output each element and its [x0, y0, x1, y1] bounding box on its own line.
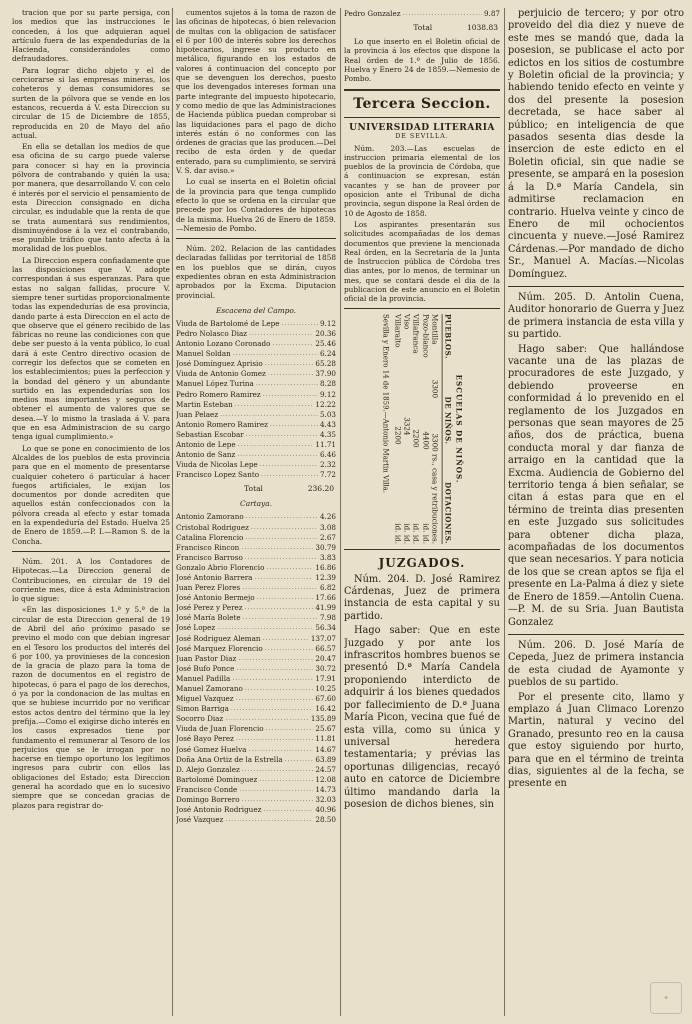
list-item [176, 612, 336, 622]
table-header: PUEBLOS. DE NIÑOS. DOTACIONES. [443, 313, 453, 544]
leader-dots [245, 602, 314, 612]
notice-201-continued [176, 8, 336, 233]
person-name: Sebastian Escobar [176, 429, 244, 439]
leader-dots [246, 429, 318, 439]
person-name: Miguel Vazquez [176, 694, 234, 704]
list-item [176, 764, 336, 774]
leader-dots [263, 389, 318, 399]
amount: 14.67 [315, 744, 336, 754]
amount: 20.47 [315, 653, 336, 663]
notice-note: Lo que inserto en el Boletin oficial de la provincia á los efectos que dispone la Real órden de 1.º de Julio de 1856. Huelva y Enero 24 de 1859.—Nemesio de Pombo. [344, 37, 500, 84]
amount: 8.28 [319, 379, 336, 389]
person-name: Domingo Borrero [176, 795, 240, 805]
leader-dots [265, 358, 314, 368]
amount: 6.46 [319, 450, 336, 460]
person-name: Manuel Padilla [176, 673, 231, 683]
amount: 12.08 [315, 774, 336, 784]
person-name: José Perez y Perez [176, 603, 243, 613]
amount: 10.25 [315, 684, 336, 693]
section-title: Tercera Seccion. [353, 95, 491, 112]
list-item [176, 774, 336, 784]
leader-dots [263, 633, 309, 643]
column-2 [176, 8, 336, 1018]
person-name: Catalina Florencio [176, 532, 244, 542]
amount: 16.42 [315, 704, 336, 714]
juzgados-title: JUZGADOS. [378, 555, 466, 570]
leader-dots [249, 328, 313, 338]
amount: 3.08 [319, 522, 336, 532]
notice-206 [508, 640, 684, 791]
column-1 [12, 8, 170, 1018]
leader-dots [254, 572, 313, 582]
person-name: Cristobal Rodriguez [176, 522, 249, 532]
table-cell: id. id. [421, 522, 431, 544]
leader-dots [245, 552, 318, 562]
table-row [393, 314, 402, 544]
amount: 4.43 [319, 419, 336, 429]
notice-202-intro: Núm. 202. Relacion de las cantidades declaradas fallidas por territorial de 1858 en los pueblos que se dirán, cuyos expedientes obran en esta Administracion aprobados por la Excma. Diputacion provincial. [176, 244, 336, 300]
person-name: Manuel Zamorano [176, 684, 243, 693]
person-name: Gonzalo Abrio Florencio [176, 562, 265, 572]
separator [344, 89, 500, 91]
column-divider [172, 8, 173, 1016]
separator [12, 551, 170, 552]
total-label: Total [413, 23, 433, 33]
leader-dots [232, 673, 313, 683]
amount: 7.72 [319, 470, 336, 480]
list-item [176, 663, 336, 673]
person-name: Antonio de Lepe [176, 440, 236, 450]
list-item [176, 552, 336, 562]
list-item [176, 348, 336, 358]
amount: 40.96 [315, 805, 336, 815]
list-item [176, 572, 336, 582]
list-item [176, 602, 336, 612]
amount: 32.03 [315, 795, 336, 805]
table-cell: 4400 [421, 430, 431, 450]
list-item [176, 754, 336, 764]
paragraph: Lo que se pone en conocimiento de los Alcaldes de los pueblos de esta provincia para que en el momento de presentarse cualquier cohetero ó particular á hacer fuegos artificiales, le exijan los documentos por donde acrediten que aquellos están confeccionados con la pólvora creada al efecto y estar tomada en la expendeduría del Estado. Huelva 25 de Enero de 1859.—P. I.—Ramon S. de la Concha. [12, 443, 170, 546]
amount: 25.67 [315, 724, 336, 734]
person-name: Antonio Romero Ramirez [176, 419, 268, 429]
amount: 16.86 [315, 562, 336, 572]
list-item [176, 643, 336, 653]
leader-dots [260, 459, 318, 469]
list-item [176, 622, 336, 632]
person-name: José María Bolete [176, 613, 241, 623]
paragraph: Núm. 206. D. José María de Cepeda, Juez de primera instancia de esta ciudad de Ayamonte y pueblos de su partido. [508, 639, 684, 689]
list-item [176, 582, 336, 592]
amount: 25.46 [315, 339, 336, 349]
notice-205 [508, 292, 684, 629]
table-row [412, 314, 421, 544]
leader-dots [263, 804, 313, 814]
leader-dots [265, 643, 314, 653]
leader-dots [259, 774, 313, 784]
amount: 20.36 [315, 329, 336, 338]
circular-text [12, 8, 170, 546]
leader-dots [231, 703, 314, 713]
person-name: Antonio Zamorano [176, 512, 244, 522]
person-name: Doña Ana Ortiz de la Estrella [176, 754, 283, 764]
person-name: Juan Perez Flores [176, 583, 241, 593]
amount: 5.03 [319, 409, 336, 419]
amount: 17.66 [315, 593, 336, 603]
leader-dots [242, 582, 318, 592]
amount: 67.60 [315, 694, 336, 704]
notice-201 [12, 557, 170, 810]
person-name: Simon Barriga [176, 704, 229, 714]
leader-dots [242, 794, 314, 804]
person-name: José Bufo Ponce [176, 663, 235, 673]
list-item [176, 318, 336, 328]
table-footer: Sevilla y Enero 14 de 1859.—Antonio Martin Villa. [381, 313, 390, 493]
leader-dots [243, 612, 318, 622]
town-heading: Escacena del Campo. [215, 305, 297, 315]
leader-dots [266, 562, 313, 572]
leader-dots [285, 754, 314, 764]
table-cell: 3324 [402, 416, 412, 436]
table-row [430, 314, 439, 544]
total-value: 236.20 [307, 484, 334, 494]
amount: 24.57 [315, 764, 336, 774]
amount: 4.26 [319, 512, 336, 522]
paragraph: Por el presente cito, llamo y emplazo á Juan Climaco Lorenzo Martin, natural y vecino del Granado, presunto reo en la causa que estoy siguiendo por hurto, para que en el término de treinta dias, siguientes al de la fecha, se presente en [508, 691, 684, 790]
leader-dots [233, 348, 318, 358]
table-cell: 2200 [393, 425, 403, 445]
leader-dots [217, 622, 313, 632]
person-name: José Marquez Florencio [176, 643, 263, 653]
list-item [176, 409, 336, 419]
total-value: 1038.83 [466, 23, 498, 33]
paragraph: tracion que por su parte persiga, con los medios que las instrucciones le conceden, á los que adquieran aquel artículo fuera de las expendedurías de la Hacienda, considerándoles como defraudadores. [12, 8, 170, 64]
amount: 6.24 [319, 349, 336, 359]
separator [508, 286, 684, 287]
person-name: Viuda de Juan Florencio [176, 724, 264, 734]
leader-dots [268, 368, 314, 378]
amount: 11.71 [315, 440, 336, 450]
leader-dots [225, 713, 309, 723]
person-name: Viuda de Bartolomé de Lepe [176, 318, 280, 328]
amount: 137.07 [310, 633, 336, 643]
table-row [421, 314, 430, 544]
list-item [176, 358, 336, 368]
leader-dots [282, 318, 318, 328]
person-name: José Antonio Rodriguez [176, 805, 262, 815]
paragraph: Lo cual se inserta en el Boletin oficial de la provincia para que tenga cumplido efecto lo que se ordena en la circular que precede por los Contadores de hipotecas de la misma. Huelva 26 de Enero de 1859.—Nemesio de Pombo. [176, 177, 336, 233]
list-item [176, 338, 336, 348]
amount: 14.73 [315, 784, 336, 794]
leader-dots [251, 522, 318, 532]
person-name: Francisco Barroso [176, 552, 243, 562]
list-item [176, 633, 336, 643]
amount: 30.79 [315, 542, 336, 552]
amount: 9.12 [319, 318, 336, 328]
table-cell: 3300 [430, 379, 440, 398]
table-cell: Pozo-blanco [421, 313, 431, 358]
amount: 11.81 [315, 734, 336, 744]
person-name: José Antonio Bermejo [176, 593, 255, 603]
person-name: José Lopez [176, 623, 216, 633]
leader-dots [236, 663, 313, 673]
amount: 12.39 [315, 572, 336, 582]
list-item [176, 439, 336, 449]
paragraph: perjuicio de tercero; y por otro proveido del dia diez y nueve de este mes se mandó que, dada la posesion, se publicase el acto por edictos en los sitios de costumbre y Boletin oficial de la provincia; y habiendo tenido efecto en veinte y dos del presente la posesion decretada, se hace saber al público; en inteligencia de que pasados sesenta dias desde la insercion de este edicto en el Boletin oficial, sin que nadie se presente, se ampará en la posesion á la D.ª María Candela, sin admitirse reclamacion en contrario. Huelva veinte y cinco de Enero de mil ochocientos cincuenta y nueve.—José Ramirez Cárdenas.—Por mandado de dicho Sr., Manuel A. Macías.—Nicolas Domínguez. [508, 8, 684, 280]
table-cell: Montilla [430, 313, 440, 345]
list-item [176, 449, 336, 459]
list-item [176, 794, 336, 804]
paragraph: Núm. 201. A los Contadores de Hipotecas.—La Direccion general de Contribuciones, en circular de 19 del corriente mes, dice á esta Administracion lo que sigue: [12, 556, 170, 604]
list-item [176, 511, 336, 521]
table-cell: Viso [402, 313, 412, 330]
leader-dots [236, 733, 314, 743]
person-name: Martin Esteban [176, 399, 233, 409]
list-item [176, 653, 336, 663]
list-item [176, 419, 336, 429]
column-divider [340, 8, 341, 1016]
table-cell: id. id. [402, 522, 412, 544]
list-item [176, 744, 336, 754]
leader-dots [246, 511, 318, 521]
list-item [176, 522, 336, 532]
person-name: José Bayo Perez [176, 734, 234, 744]
person-name: Juan Pastor Diaz [176, 653, 237, 663]
list-item [176, 459, 336, 469]
university-subtitle: DE SEVILLA. [395, 132, 449, 140]
university-title: UNIVERSIDAD LITERARIA [349, 122, 495, 133]
person-name: José Antonio Barrera [176, 572, 253, 582]
total-row [344, 23, 500, 32]
leader-dots [270, 419, 318, 429]
person-name: Antonio Lozano Coronado [176, 339, 271, 349]
leader-dots [242, 764, 314, 774]
list-item [176, 532, 336, 542]
paragraph: Los aspirantes presentarán sus solicitudes acompañadas de los demas documentos que previene la mencionada Real órden, en la Secretaría de la Junta de Instruccion pública de Córdoba tres dias antes, por lo menos, de terminar un mes, que se contará desde el dia de la publicacion de este anuncio en el Boletin oficial de la provincia. [344, 219, 500, 304]
person-name: José Vazquez [176, 815, 224, 825]
person-name: Francisco Rincon [176, 542, 240, 552]
notice-204-continued [508, 8, 684, 281]
amount: 17.91 [315, 673, 336, 683]
paragraph: Para lograr dicho objeto y el de cerciorarse si las empresas mineras, los coheteros y demas consumidores se surten de la pólvora que se vende en los estancos, recuerda á V. esta Direccion su circular de 15 de Diciembre de 1855, reproducida en 20 de Mayo del año actual. [12, 65, 170, 140]
paragraph: En ella se detallan los medios de que esa oficina de su cargo puede valerse para conocer si hay en la provincia pólvora de contrabando y quién la usa; por manera, que desarrollando V. con celo é interés por el servicio el pensamiento de esta Direccion consignado en dicha circular, es indudable que la renta de que se trata aumentará sus rendimientos, disminuyéndose á la vez el contrabando, ese punible tráfico que tanto afecta á la moralidad de los pueblos. [12, 142, 170, 254]
list-item [176, 814, 336, 824]
table-body [393, 314, 440, 544]
list-item [176, 592, 336, 602]
leader-dots [239, 784, 313, 794]
leader-dots [238, 653, 313, 663]
paragraph: Hago saber: Que en este Juzgado y por ante los infrascritos hombres buenos se presentó D.ª María Candela proponiendo interdicto de adquirir á los bienes quedados por fallecimiento de D.ª Juana María Picon, vecina que fué de esta villa, como su única y universal heredera testamentaria; y prévias las oportunas diligencias, recayó auto en catorce de Diciembre último mandando darla la posesion de dichos bienes, sin [344, 625, 500, 810]
paragraph: La Direccion espera confiadamente que las disposiciones que V. adopte correspondan á sus esperanzas. Para que estas no salgan fallidas, procure V. siempre tener surtidas proporcionalmente todas las expendedurías de esa provincia, dando parte á esta Direccion en el acto de que observe que el género recibido de las fábricas no reune las condiciones con que debe ser puesto á la venta público, lo cual dará á este Centro directivo ocasion de corregir los defectos que se cometen en los establecimientos; pues la perfeccion y la bondad del género y un abundante surtido en las expendedurías son los medios mas importantes y seguros de obtener el aumento de valores que se desea.—Y lo mismo la traslada á V. para que en esa Administracion de su cargo tenga igual cumplimiento.» [12, 255, 170, 442]
person-name: Francisco Conde [176, 784, 238, 794]
total-label: Total [244, 484, 263, 494]
table-cell: Villaralto [393, 313, 403, 348]
table-title: ESCUELAS DE NIÑOS. [454, 374, 464, 484]
amount: 2.32 [319, 460, 336, 470]
amount: 9.12 [319, 389, 336, 399]
list-item [176, 703, 336, 713]
list-item [176, 723, 336, 733]
leader-dots [225, 814, 313, 824]
paragraph: cumentos sujetos á la toma de razon de las oficinas de hipotecas, ó bien relevacion de multas con la obligacion de satisfacer el 6 por 100 de interés sobre los derechos hipotecarios, ingrese su producto en metálico, figurando en los estados de valores á continuacion del concepto por que se devenguen los derechos, puesto que los devengados intereses forman una parte integrante del impuesto hipotecario, y como medio de que las Administraciones de Hacienda pública puedan comprobar si las liquidaciones para el pago de dicho interés están ó no conformes con las órdenes de gracias que las producen.—Del recibo de esta órden y de quedar enterado, para su cumplimiento, se servirá V. S. dar aviso.» [176, 8, 336, 176]
leader-dots [248, 744, 313, 754]
person-name: Pedro Romero Ramirez [176, 389, 261, 399]
leader-dots [272, 338, 313, 348]
list-item [176, 804, 336, 814]
person-name: Viuda de Antonio Gomez [176, 369, 266, 379]
table-cell: 3300 rs., casa y retribuciones. [430, 433, 440, 544]
amount: 6.82 [319, 583, 336, 593]
amount: 7.98 [319, 613, 336, 623]
list-item [176, 469, 336, 479]
amount: 41.99 [315, 603, 336, 613]
table-cell: id. id. [393, 522, 403, 544]
fallidos-list-cartaya [176, 511, 336, 824]
total-row [176, 484, 336, 493]
amount: 66.57 [315, 643, 336, 653]
separator [508, 634, 684, 635]
person-name: Manuel López Turina [176, 379, 254, 389]
town-heading: Cartaya. [240, 499, 272, 509]
list-item [176, 733, 336, 743]
person-name: Pedro Nolasco Diaz [176, 329, 248, 338]
list-item [176, 562, 336, 572]
leader-dots [237, 449, 318, 459]
person-name: Bartolomé Dominguez [176, 774, 258, 784]
leader-dots [245, 683, 314, 693]
person-name: José Domínguez Aprisio [176, 359, 263, 369]
list-item [176, 713, 336, 723]
person-name: José Rodriguez Aleman [176, 633, 261, 643]
paragraph: Núm. 203.—Las escuelas de instruccion primaria elemental de los pueblos de la provincia de Córdoba, que á continuacion se expresan, están vacantes y se han de proveer por oposicion ante el Tribunal de dicha provincia, segun dispone la Real órden de 10 de Agosto de 1858. [344, 143, 500, 218]
leader-dots [256, 378, 318, 388]
list-item [176, 389, 336, 399]
column-divider [504, 8, 505, 1016]
leader-dots [245, 532, 318, 542]
schools-table-rotated [380, 314, 463, 544]
amount: 37.90 [315, 369, 336, 379]
amount: 3.83 [319, 552, 336, 562]
university-notice [344, 144, 500, 304]
leader-dots [261, 469, 318, 479]
person-name: Socorro Diaz [176, 714, 224, 724]
separator [176, 238, 336, 239]
leader-dots [266, 723, 314, 733]
amount: 63.89 [315, 754, 336, 764]
amount: 4.35 [319, 429, 336, 439]
fallidos-list-escacena [176, 318, 336, 480]
person-name: D. Alejo Gonzalez [176, 764, 240, 774]
paragraph: Núm. 204. D. José Ramirez Cárdenas, Juez de primera instancia de esta capital y su partido. [344, 573, 500, 622]
list-item [176, 429, 336, 439]
list-item [176, 378, 336, 388]
table-row [402, 314, 411, 544]
list-item: Pedro Gonzalez ..... 9.87 [344, 8, 500, 18]
person-name: Juan Pelaez [176, 409, 219, 419]
table-cell: 2200 [412, 428, 421, 448]
column-4 [508, 8, 684, 1018]
list-item [176, 784, 336, 794]
list-item [176, 368, 336, 378]
leader-dots [235, 399, 314, 409]
schools-table [344, 308, 500, 550]
separator [344, 117, 500, 118]
amount: 2.67 [319, 532, 336, 542]
amount: 12.22 [315, 399, 336, 409]
table-cell: Villafranca [412, 313, 421, 354]
leader-dots [257, 592, 314, 602]
amount: 28.50 [315, 815, 336, 825]
person-name: Viuda de Nicolas Lepe [176, 460, 258, 470]
amount: 135.89 [310, 714, 336, 724]
person-name: José Gomez Huelva [176, 744, 247, 754]
amount: 65.28 [315, 359, 336, 369]
list-item [176, 693, 336, 703]
paragraph: «En las disposiciones 1.ª y 5.ª de la circular de esta Direccion general de 19 de Abril del año próximo pasado se previno el modo con que debian ingresar en el Tesoro los productos del interés del 6 por 100, ya provinieses de la concesion de la gracia de plazo para la toma de razon de documentos en el registro de hipotecas, ó para el pago de los derechos, ó ya por la condonacion de las multas en que se hubiese incurrido por no verificar estos actos dentro del término que la ley prefija.—Como el exigirse dicho interés en los casos expresados tiene por fundamento el remunerar al Tesoro de los perjuicios que se le irrogan por no hacerse en tiempo oportuno los legítimos ingresos para cubrir con ellos las obligaciones del Estado; esta Direccion general ha acordado que en lo sucesivo siempre que se concedan gracias de plazos para registrar do- [12, 605, 170, 810]
leader-dots [238, 439, 314, 449]
list-item [176, 399, 336, 409]
list-item [176, 328, 336, 338]
column-3 [344, 8, 500, 1018]
list-item [176, 542, 336, 552]
amount: 56.34 [315, 623, 336, 633]
paragraph: Hago saber: Que hallándose vacante una de las plazas de procuradores de este Juzgado, y debiendo proveerse en conformidad á lo prevenido en el reglamento de los Juzgados en personas que sean mayores de 25 años, dos de práctica, buena conducta moral y dar fianza de arraigo en la cantidad que la Excma. Audiencia de Gobierno del territorio tenga á bien señalar, se citan á estas para que en el término de treinta dias presenten en este Juzgado sus solicitudes para obtener dicha plaza, acompañadas de los documentos que sean necesarios. Y para noticia de los que se crean aptos se fija el presente en La-Palma á diez y siete de Enero de 1859.—Antolin Cuena.—P. M. de su Sria. Juan Bautista Gonzalez [508, 343, 684, 628]
table-cell: id. id. [412, 522, 421, 544]
leader-dots [241, 542, 313, 552]
person-name: Manuel Soldan [176, 349, 231, 359]
person-name: Antonio de Sanz [176, 450, 236, 460]
person-name: Francisco Lopez Santo [176, 470, 260, 480]
paragraph: Núm. 205. D. Antolin Cuena, Auditor honorario de Guerra y Juez de primera instancia de esta villa y su partido. [508, 291, 684, 341]
notice-204 [344, 574, 500, 812]
list-item [176, 683, 336, 693]
watermark-logo-icon: ✦ [650, 982, 682, 1014]
leader-dots [220, 409, 318, 419]
amount: 30.72 [315, 663, 336, 673]
leader-dots [236, 693, 314, 703]
list-item [176, 673, 336, 683]
